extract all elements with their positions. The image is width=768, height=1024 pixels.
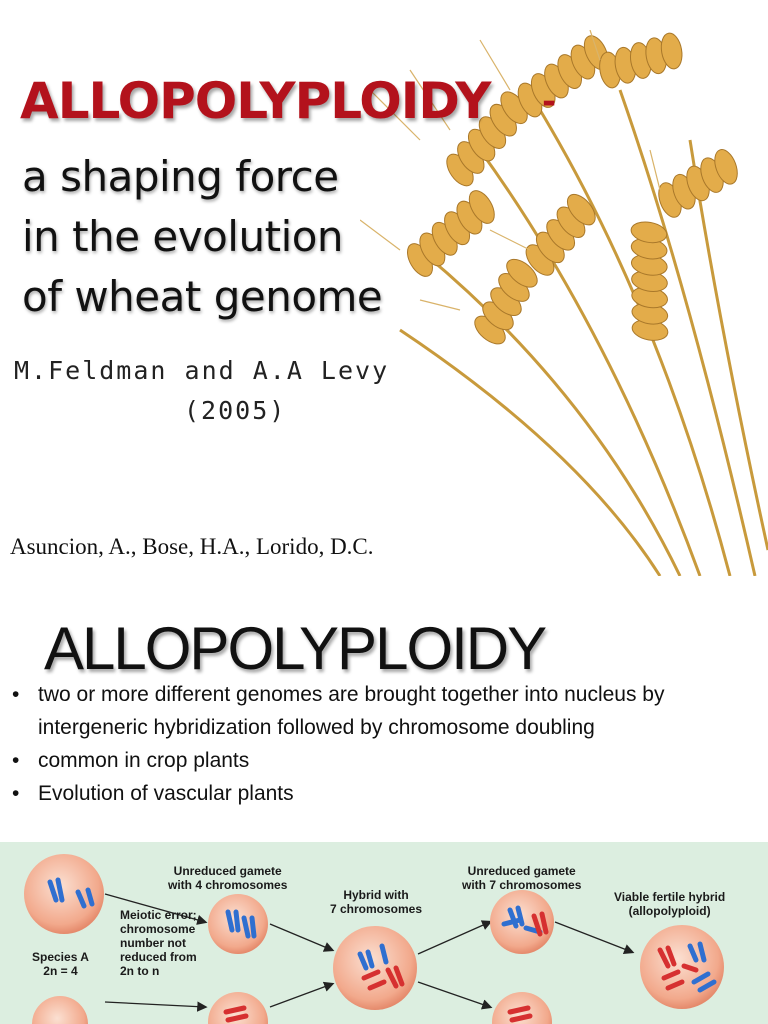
title-dash: - [542, 82, 557, 122]
paper-year: (2005) [184, 396, 287, 425]
slide-title: ALLOPOLYPLOIDY [20, 72, 491, 130]
list-item [10, 744, 760, 777]
slide-heading: ALLOPOLYPLOIDY [44, 615, 546, 682]
presenters: Asuncion, A., Bose, H.A., Lorido, D.C. [10, 534, 374, 559]
label-species-a: Species A 2n = 4 [32, 950, 89, 978]
label-hybrid: Hybrid with 7 chromosomes [330, 888, 423, 916]
bullet-icon: • [12, 782, 20, 805]
label-viable-hybrid: Viable fertile hybrid (allopolyploid) [614, 890, 726, 918]
diagram-graphics [0, 842, 768, 1024]
list-item [10, 678, 760, 744]
bullet-text: common in crop plants [38, 749, 250, 772]
bullet-text: two or more different genomes are brought together into nucleus by intergeneric hybridization followed by chromosome doubling [38, 683, 665, 739]
bullet-text: Evolution of vascular plants [38, 782, 294, 805]
label-unreduced-gamete-4: Unreduced gamete with 4 chromosomes [168, 864, 288, 892]
subtitle-line-3: of wheat genome [22, 272, 383, 321]
bullet-list [10, 678, 760, 810]
allopolyploidy-diagram [0, 842, 768, 1024]
label-unreduced-gamete-7: Unreduced gamete with 7 chromosomes [462, 864, 582, 892]
subtitle-line-2: in the evolution [22, 212, 344, 261]
bullet-icon: • [12, 683, 20, 706]
list-item [10, 777, 760, 810]
label-meiotic-error: Meiotic error; chromosome number not reduced from 2n to n [120, 908, 197, 978]
content-slide [0, 576, 768, 1024]
bullet-icon: • [12, 749, 20, 772]
paper-authors: M.Feldman and A.A Levy [14, 356, 390, 385]
subtitle-line-1: a shaping force [22, 152, 339, 201]
